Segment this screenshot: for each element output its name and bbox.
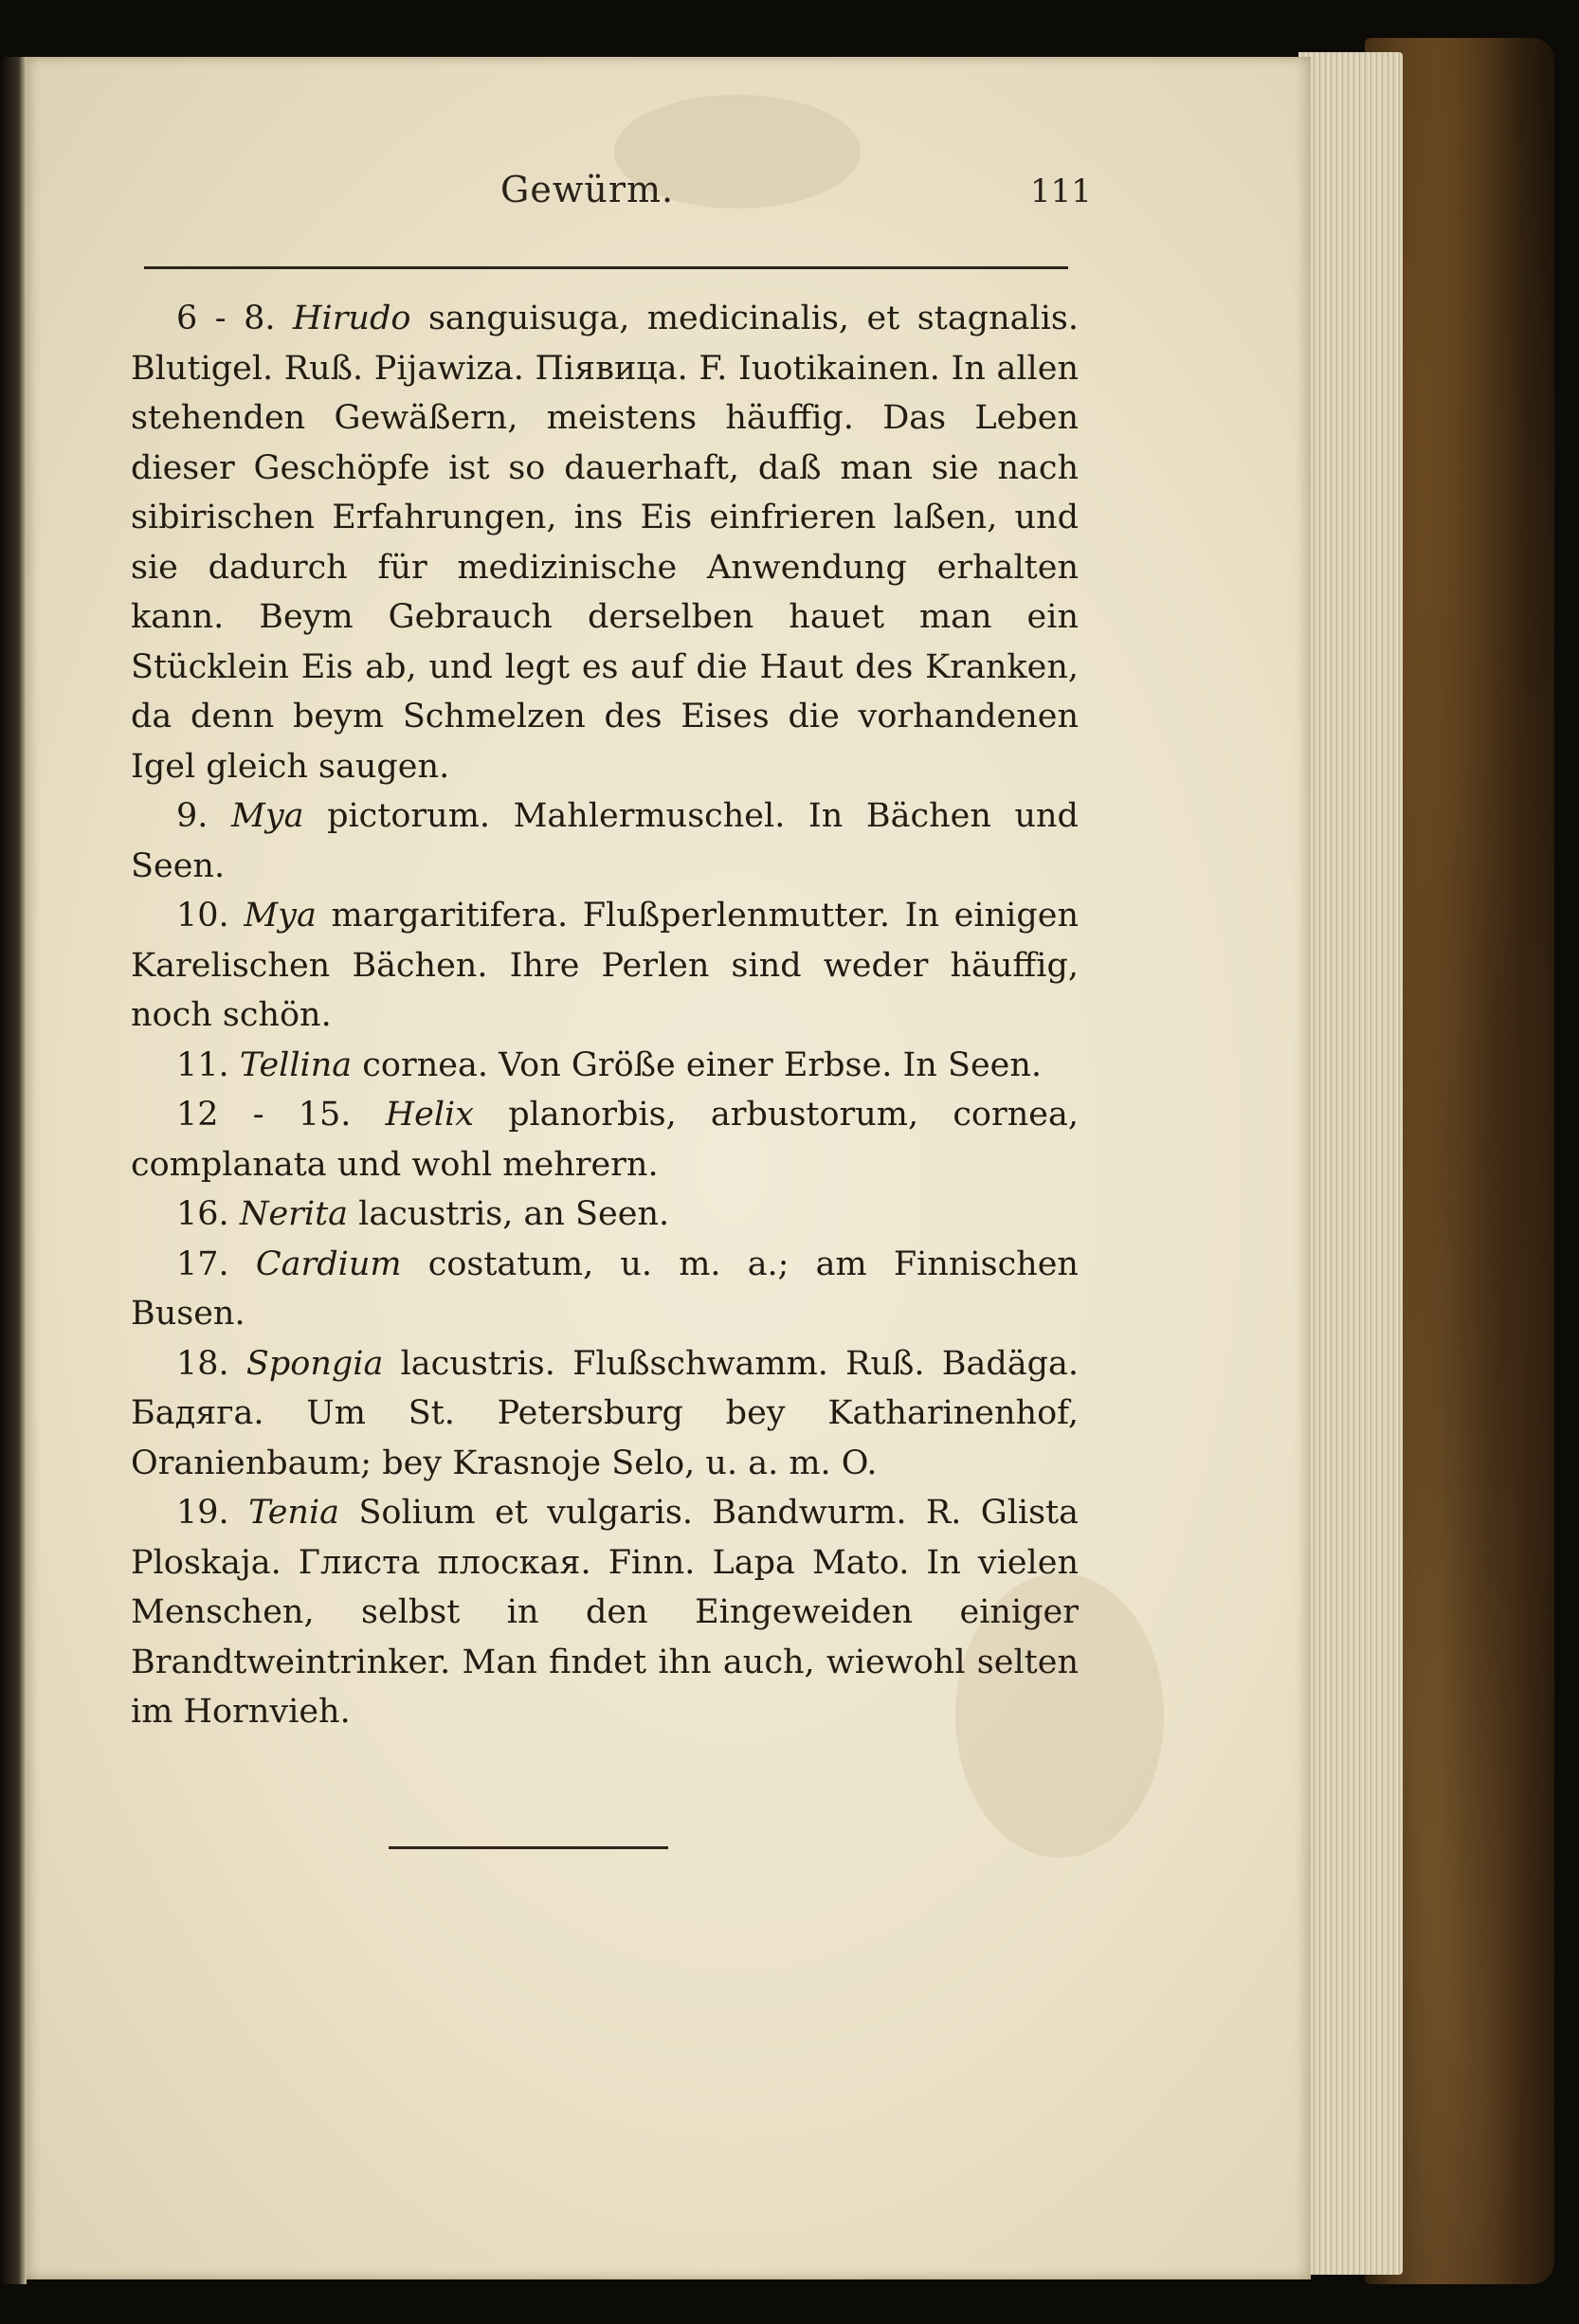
entry-text: lacustris. Flußschwamm. Ruß. Badäga. Бадяга. Um St. Petersburg bey Katharinenhof, Oranienbaum; bey Krasnoje Selo, u. a. m. O. <box>131 1344 1079 1482</box>
end-rule <box>389 1846 668 1849</box>
entry-genus: Helix <box>385 1096 474 1134</box>
entry-genus: Hirudo <box>292 300 411 337</box>
entry-text: planorbis, arbustorum, cornea, complanata und wohl mehrern. <box>131 1096 1079 1184</box>
header-rule <box>144 266 1068 269</box>
entry-number: 17. <box>176 1244 229 1283</box>
entry-number: 19. <box>176 1494 229 1532</box>
entry-text: margaritifera. Flußperlenmutter. In einigen Karelischen Bächen. Ihre Perlen sind weder häuffig, noch schön. <box>131 897 1079 1034</box>
entry-number: 12 - 15. <box>176 1096 352 1134</box>
entry-genus: Mya <box>244 897 317 935</box>
entry-genus: Cardium <box>255 1244 402 1283</box>
entry-paragraph <box>131 1189 1079 1240</box>
entry-text: pictorum. Mahlermuschel. In Bächen und Seen. <box>131 797 1079 885</box>
entry-number: 10. <box>176 897 229 935</box>
entry-text: costatum, u. m. a.; am Finnischen Busen. <box>131 1244 1079 1333</box>
entry-text: cornea. Von Größe einer Erbse. In Seen. <box>362 1045 1043 1084</box>
entry-paragraph <box>131 1339 1079 1489</box>
entry-text: lacustris, an Seen. <box>358 1195 670 1233</box>
entry-paragraph <box>131 891 1079 1041</box>
entry-text: sanguisuga, medicinalis, et stagnalis. Blutigel. Ruß. Pijawiza. Пiявица. F. Iuotikainen. In allen stehenden Gewäßern, meistens häuffig. Das Leben dieser Geschöpfe ist so dauerhaft, daß man sie nach sibirischen Erfahrungen, ins Eis einfrieren laßen, und sie dadurch für medizinische Anwendung erhalten kann. Beym Gebrauch derselben hauet man ein Stücklein Eis ab, und legt es auf die Haut des Kranken, da denn beym Schmelzen des Eises die vorhandenen Igel gleich saugen. <box>131 300 1079 786</box>
running-title: Gewürm. <box>500 169 675 210</box>
binding-gutter <box>0 57 27 2284</box>
entry-paragraph <box>131 294 1079 791</box>
entry-paragraph <box>131 1041 1079 1091</box>
entry-paragraph <box>131 791 1079 891</box>
entry-number: 9. <box>176 797 209 835</box>
page-edges <box>1298 52 1403 2275</box>
entry-paragraph <box>131 1090 1079 1189</box>
entry-genus: Nerita <box>239 1195 349 1233</box>
entry-genus: Tenia <box>248 1494 340 1532</box>
entry-paragraph <box>131 1240 1079 1339</box>
page-number: 111 <box>1030 172 1092 210</box>
entry-genus: Spongia <box>245 1344 384 1383</box>
entry-number: 16. <box>176 1195 229 1233</box>
entry-number: 11. <box>176 1045 229 1084</box>
entry-paragraph <box>131 1488 1079 1737</box>
entry-genus: Tellina <box>239 1045 353 1084</box>
page-body <box>131 294 1079 1737</box>
entry-text: Solium et vulgaris. Bandwurm. R. Glista Ploskaja. Глиста плоская. Finn. Lapa Mato. In vielen Menschen, selbst in den Eingeweiden einiger Brandtweintrinker. Man findet ihn auch, wiewohl selten im Hornvieh. <box>131 1494 1079 1731</box>
entry-number: 6 - 8. <box>176 300 276 337</box>
entry-genus: Mya <box>231 797 304 835</box>
entry-number: 18. <box>176 1344 229 1383</box>
